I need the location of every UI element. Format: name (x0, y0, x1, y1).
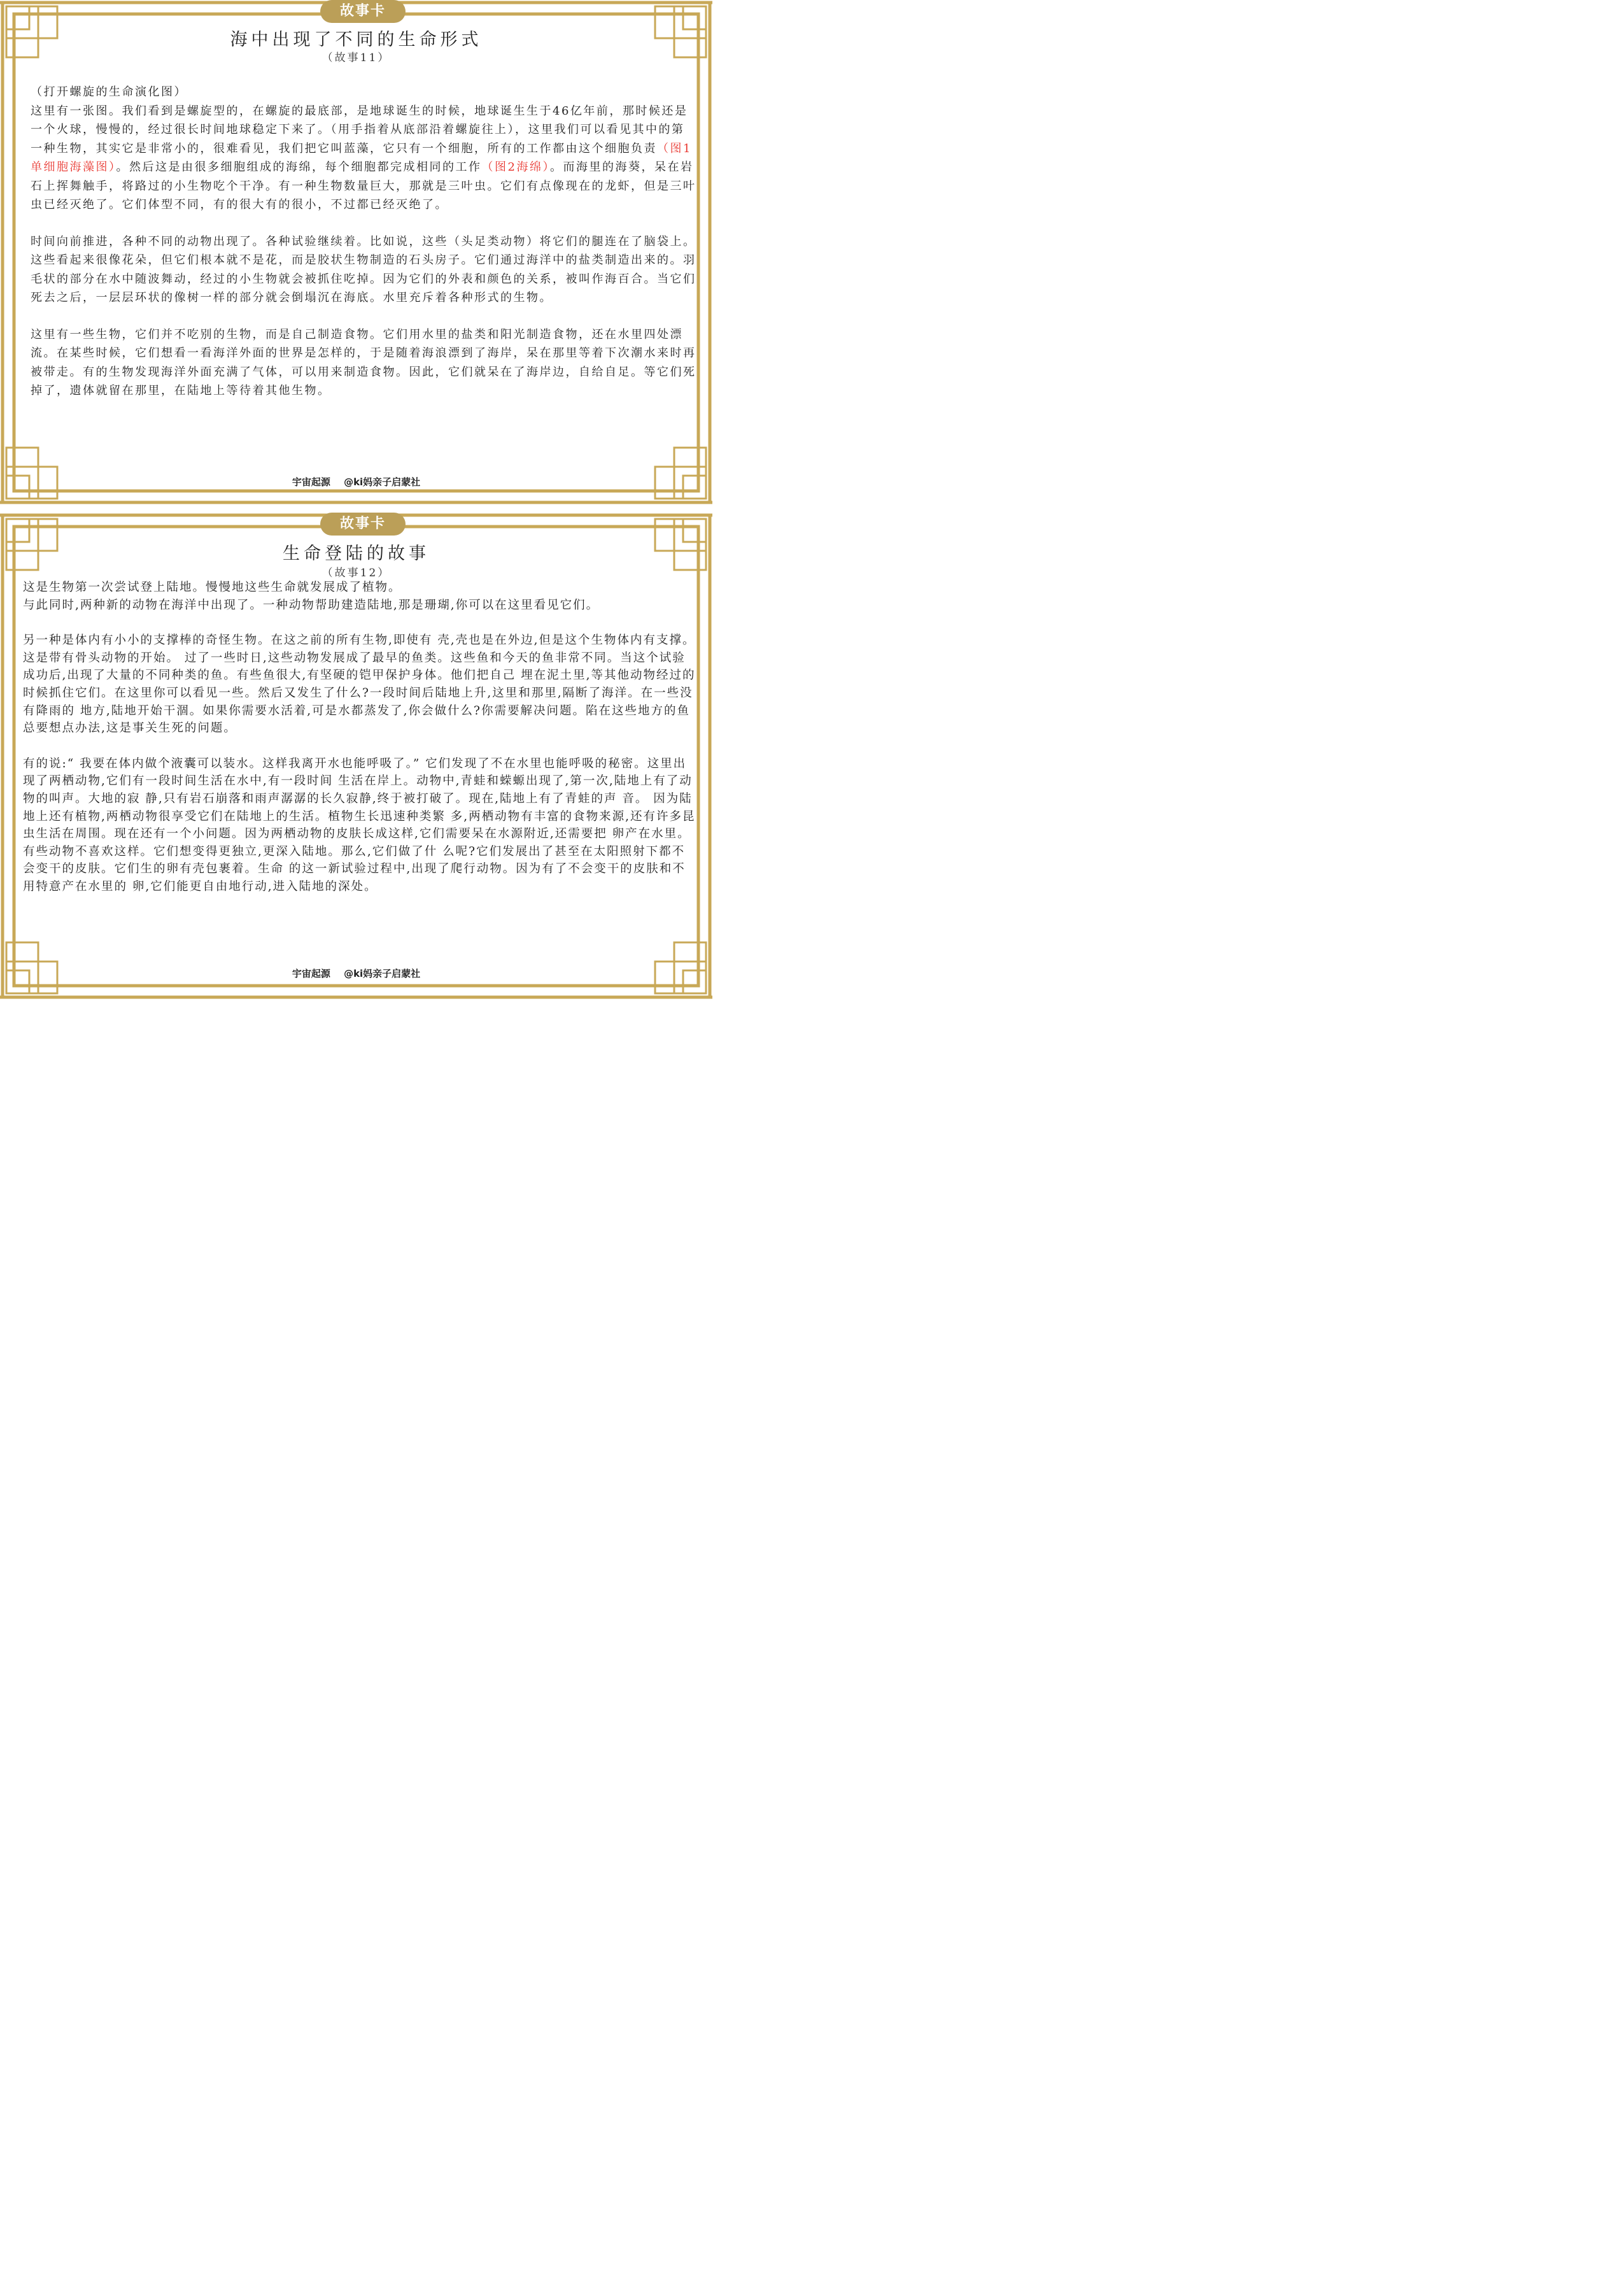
story-paragraph (31, 232, 696, 308)
paragraph-text: 有的说:“ 我要在体内做个液囊可以装水。这样我离开水也能呼吸了。” 它们发现了不在水里也能呼吸的秘密。这里出现了两栖动物,它们有一段时间生活在水中,有一段时间 生活在岸上。动物中,青蛙和蝾螈出现了,第一次,陆地上有了动物的叫声。大地的寂 静,只有岩石崩落和雨声潺潺的长久寂静,终于被打破了。现在,陆地上有了青蛙的声 音。 因为陆地上还有植物,两栖动物很享受它们在陆地上的生活。植物生长迅速种类繁 多,两栖动物有丰富的食物来源,还有许多昆虫生活在周围。现在还有一个小问题。因为两栖动物的皮肤长成这样,它们需要呆在水源附近,还需要把 卵产在水里。有些动物不喜欢这样。它们想变得更独立,更深入陆地。那么,它们做了什 么呢?它们发展出了甚至在太阳照射下都不会变干的皮肤。它们生的卵有壳包裹着。生命 的这一新试验过程中,出现了爬行动物。因为有了不会变干的皮肤和不用特意产在水里的 卵,它们能更自由地行动,进入陆地的深处。 (23, 756, 696, 893)
story-card-12 (0, 513, 712, 1000)
paragraph-text: 。而海里的海葵，呆在岩石上挥舞触手，将路过的小生物吃个干净。有一种生物数量巨大，那就是三叶虫。它们有点像现在的龙虾，但是三叶虫已经灭绝了。它们体型不同，有的很大有的很小，不过都已经灭绝了。 (31, 160, 696, 211)
figure-reference: （图2海绵） (481, 160, 550, 174)
footer-author: @ki妈亲子启蒙社 (344, 968, 421, 979)
story-paragraph (31, 83, 696, 215)
story-title: 生命登陆的故事 (283, 544, 430, 564)
paragraph-text: 与此同时,两种新的动物在海洋中出现了。一种动物帮助建造陆地,那是珊瑚,你可以在这里看见它们。 (23, 598, 600, 612)
story-title: 海中出现了不同的生命形式 (230, 30, 483, 50)
paragraph-text: 这里有一些生物，它们并不吃别的生物，而是自己制造食物。它们用水里的盐类和阳光制造食物，还在水里四处漂流。在某些时候，它们想看一看海洋外面的世界是怎样的，于是随着海浪漂到了海岸，呆在那里等着下次潮水来时再被带走。有的生物发现海洋外面充满了气体，可以用来制造食物。因此，它们就呆在了海岸边，自给自足。等它们死掉了，遗体就留在那里，在陆地上等待着其他生物。 (31, 327, 696, 397)
paragraph-text: 这是生物第一次尝试登上陆地。慢慢地这些生命就发展成了植物。 (23, 581, 402, 594)
paragraph-text: 。然后这是由很多细胞组成的海绵，每个细胞都完成相同的工作 (116, 160, 482, 174)
story-paragraph (31, 325, 696, 401)
paragraph-text: 时间向前推进，各种不同的动物出现了。各种试验继续着。比如说，这些（头足类动物）将它们的腿连在了脑袋上。这些看起来很像花朵，但它们根本就不是花，而是胶状生物制造的石头房子。它们通过海洋中的盐类制造出来的。羽毛状的部分在水中随波舞动，经过的小生物就会被抓住吃掉。因为它们的外表和颜色的关系，被叫作海百合。当它们死去之后，一层层环状的像树一样的部分就会倒塌沉在海底。水里充斥着各种形式的生物。 (31, 234, 696, 304)
story-body (31, 83, 696, 418)
story-number: （故事12） (321, 567, 391, 579)
story-paragraph (23, 579, 698, 614)
story-number: （故事11） (321, 52, 391, 64)
story-body (23, 579, 698, 914)
story-paragraph (23, 755, 698, 896)
paragraph-text: （打开螺旋的生命演化图） (31, 85, 187, 99)
figure-reference: （图1单细胞海藻图） (31, 141, 692, 174)
paragraph-text: 这里有一张图。我们看到是螺旋型的，在螺旋的最底部，是地球诞生的时候，地球诞生生于46亿年前，那时候还是一个火球，慢慢的，经过很长时间地球稳定下来了。（用手指着从底部沿着螺旋往上），这里我们可以看见其中的第一种生物，其实它是非常小的，很难看见，我们把它叫蓝藻，它只有一个细胞，所有的工作都由这个细胞负责 (31, 104, 688, 155)
story-paragraph (23, 632, 698, 737)
footer-series: 宇宙起源 (292, 476, 330, 488)
story-card-badge: 故事卡 (320, 513, 406, 536)
story-footer (0, 475, 712, 488)
story-footer (0, 967, 712, 980)
story-card-badge: 故事卡 (320, 0, 406, 23)
story-card-11 (0, 0, 712, 505)
footer-author: @ki妈亲子启蒙社 (344, 476, 421, 488)
footer-series: 宇宙起源 (292, 968, 330, 979)
paragraph-text: 另一种是体内有小小的支撑棒的奇怪生物。在这之前的所有生物,即使有 壳,壳也是在外边,但是这个生物体内有支撑。这是带有骨头动物的开始。 过了一些时日,这些动物发展成了最早的鱼类。这些鱼和今天的鱼非常不同。当这个试验 成功后,出现了大量的不同种类的鱼。有些鱼很大,有坚硬的铠甲保护身体。他们把自己 埋在泥土里,等其他动物经过的时候抓住它们。在这里你可以看见一些。然后又发生了什么?一段时间后陆地上升,这里和那里,隔断了海洋。在一些没有降雨的 地方,陆地开始干涸。如果你需要水活着,可是水都蒸发了,你会做什么?你需要解决问题。陷在这些地方的鱼总要想点办法,这是事关生死的问题。 (23, 634, 696, 735)
